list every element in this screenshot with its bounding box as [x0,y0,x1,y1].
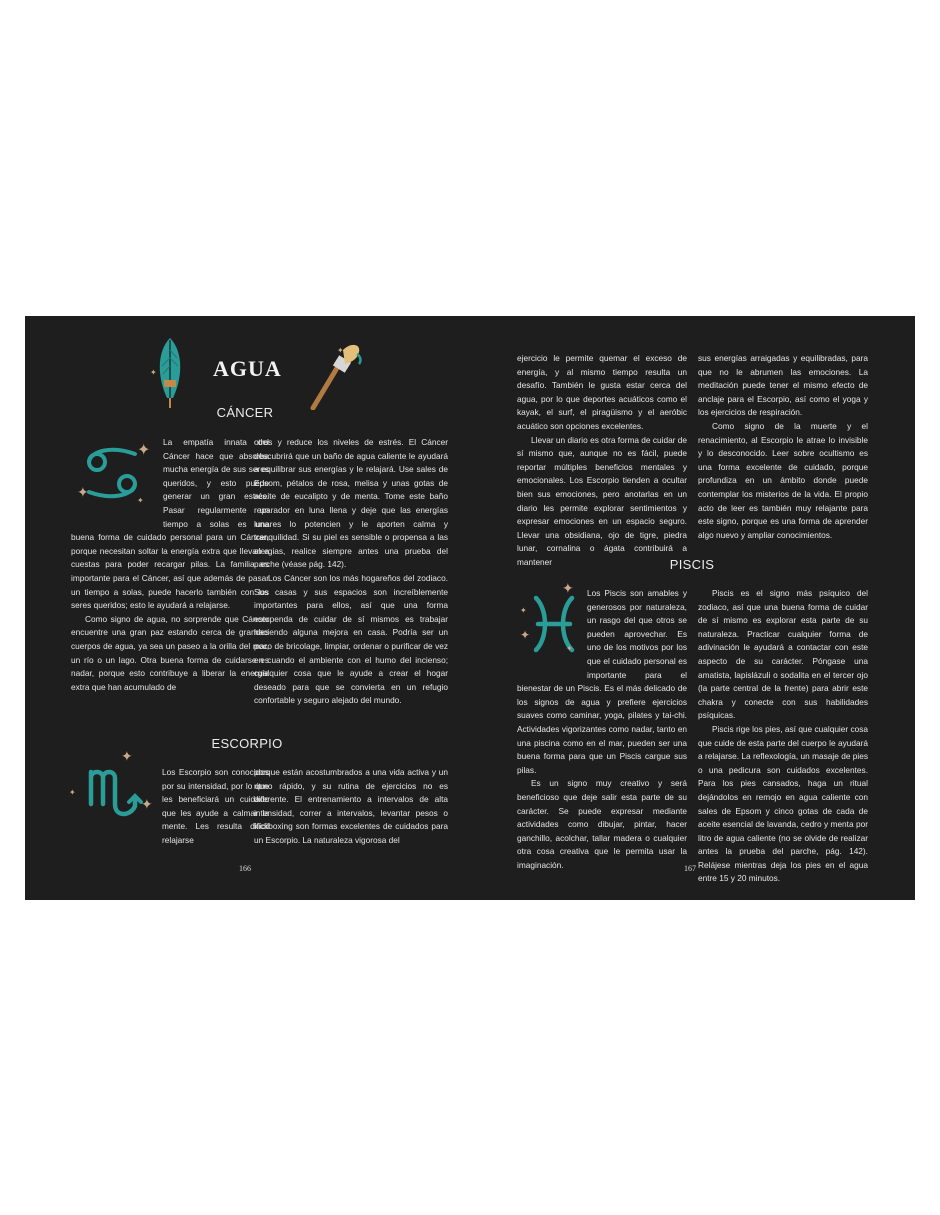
sparkle-icon: ✦ [337,346,344,355]
book-spread [25,316,915,900]
cancer-paragraph-3: otros y reduce los niveles de estrés. El Cáncer descubrirá que un baño de agua caliente le ayudará a equilibrar sus energías y le relajará. Use sales de Epsom, pétalos de rosa, melisa y unas gotas de aceite de eucalipto y de menta. Tome este baño reparador en luna llena y deje que las energías lunares lo potencien y le aporten calma y tranquilidad. Si su piel es sensible o propensa a las alergias, realice siempre antes una prueba del parche (véase pág. 142). [254,437,448,570]
sparkle-icon: ✦ [562,580,574,596]
right-page [470,316,915,900]
piscis-paragraph-1: Los Piscis son amables y generosos por naturaleza, un rasgo del que otros se pueden aprovechar. Es uno de los motivos por los que el cuidado personal es importante para el bienestar de un Piscis. Es el más delicado de los signos de agua y prefiere ejercicios suaves como caminar, yoga, pilates y tai-chi. Actividades vigorizantes como nadar, tanto en una piscina como en el mar, pueden ser una buena forma para que un Piscis cargue sus pilas. [517,588,687,775]
sparkle-icon: ✦ [520,606,527,615]
escorpio-cont-column-1 [517,352,687,570]
piscis-paragraph-3: Piscis es el signo más psíquico del zodiaco, así que una buena forma de cuidar de sí mismo es explorar esta parte de su naturaleza. Practicar cualquier forma de adivinación le ayudará a contactar con este aspecto de su carácter. Póngase una amatista, lapislázuli o sodalita en el tercer ojo (la parte central de la frente) para abrir este chakra y conecte con sus habilidades psíquicas. [698,588,868,721]
cancer-column-1 [71,436,269,694]
left-page [25,316,470,900]
cancer-paragraph-4: Los Cáncer son los más hogareños del zodiaco. Sus casas y sus espacios son increíblemente importantes para ellos, así que una forma estupenda de cuidar de sí mismos es trabajar haciendo alguna mejora en casa. Podría ser un poco de bricolage, limpiar, ordenar o purificar de vez en cuando el ambiente con el humo del incienso; cualquier cosa que le ayude a crear el hogar deseado para que se convierta en un refugio confortable y seguro alejado del mundo. [254,572,448,706]
sparkle-icon: ✦ [150,368,157,377]
cancer-column-2 [254,436,448,708]
page-number-left: 166 [239,864,251,873]
escorpio-cont-paragraph-2: Llevar un diario es otra forma de cuidar de sí mismo que, aunque no es fácil, puede reportar múltiples beneficios mentales y emocionales. Los Escorpio tienden a ocultar bien sus emociones, pero anotarlas en un diario les permite explorar sentimientos y expresar emociones en un espacio seguro. Llevar una obsidiana, ojo de tigre, piedra lunar, cornalina o ágata contribuirá a mantener [517,434,687,567]
sparkle-icon: ✦ [520,628,531,642]
escorpio-cont-column-2 [698,352,868,542]
page-number-right: 167 [684,864,696,873]
escorpio-column-1 [71,766,269,848]
escorpio-cont-paragraph-3: sus energías arraigadas y equilibradas, para que no le abrumen las emociones. La meditación puede tener el mismo efecto de anclaje para el Escorpio, así como el yoga y los ejercicios de respiración. [698,353,868,418]
escorpio-paragraph-2: porque están acostumbrados a una vida activa y un ritmo rápido, y su rutina de ejercicios no es diferente. El entrenamiento a intervalos de alta intensidad, correr a intervalos, levantar pesos o kickboxing son formas excelentes de cuidados para un Escorpio. La naturaleza vigorosa del [254,767,448,845]
sparkle-icon: ✦ [141,796,153,812]
sparkle-icon: ✦ [137,496,144,505]
escorpio-paragraph-1: Los Escorpio son conocidos por su intensidad, por lo que les beneficiará un cuidado que les ayude a calmar la mente. Les resulta difícil relajarse [162,767,269,845]
escorpio-column-2 [254,766,448,848]
cancer-paragraph-2: Como signo de agua, no sorprende que Cáncer encuentre una gran paz estando cerca de grandes cuerpos de agua, ya sea un paseo a la orilla del mar, un río o un lago. Otra buena forma de cuidarse es nadar, porque esto contribuye a liberar la energía extra que han acumulado de [71,613,269,692]
sparkle-icon: ✦ [566,644,573,653]
sparkle-icon: ✦ [77,484,89,500]
sparkle-icon: ✦ [137,442,151,459]
paintbrush-icon [307,340,365,410]
piscis-paragraph-2: Es un signo muy creativo y será beneficioso que deje salir esta parte de su carácter. Se puede expresar mediante actividades como dibujar, pintar, hacer ganchillo, acolchar, tallar madera o cualquier otra cosa creativa que le permita usar la imaginación. [517,778,687,870]
piscis-paragraph-4: Piscis rige los pies, así que cualquier cosa que cuide de esta parte del cuerpo le ayudará a relajarse. La reflexología, un masaje de pies o una pedicura son cuidados excelentes. Para los pies cansados, haga un ritual dejándolos en remojo en agua caliente con sales de Epsom y cinco gotas de cada de aceite esencial de lavanda, cedro y menta por litro de agua caliente (no se olvide de realizar antes la prueba del parche, pág. 142). Relájese mientras deja los pies en el agua entre 15 y 20 minutos. [698,723,868,884]
piscis-column-2 [698,587,868,886]
piscis-column-1 [517,587,687,872]
page-title: AGUA [213,356,282,381]
sparkle-icon: ✦ [69,788,76,797]
escorpio-cont-paragraph-4: Como signo de la muerte y el renacimiento, al Escorpio le atrae lo invisible y lo desconocido. Leer sobre ocultismo es una forma excelente de cuidado, porque profundiza en un ámbito donde puede contemplar los misterios de la vida. El propio acto de leer es también muy relajante para este signo, porque es una forma de aprender algo nuevo y ampliar conocimientos. [698,420,868,540]
section-heading-cancer: CÁNCER [216,405,274,420]
cancer-paragraph-1: La empatía innata del Cáncer hace que absorba mucha energía de sus seres queridos, y esto puede generar un gran estrés. Pasar regularmente un tiempo a solas es una buena forma de cuidado personal para un Cáncer, porque necesitan soltar la energía extra que llevan a cuestas para poder recargar pilas. La familia es importante para el Cáncer, así que además de pasar un tiempo a solas, puede hacerlo también con los seres queridos; esto le ayudará a relajarse. [71,437,269,611]
sparkle-icon: ✦ [121,748,133,764]
section-heading-escorpio: ESCORPIO [211,736,283,751]
section-heading-piscis: PISCIS [669,557,715,572]
escorpio-cont-paragraph-1: ejercicio le permite quemar el exceso de energía, y al mismo tiempo resulta un desafío. También le gusta estar cerca del agua, por lo que deportes acuáticos como el kayak, el surf, el piragüismo y el aeróbic acuático son opciones excelentes. [517,353,687,431]
